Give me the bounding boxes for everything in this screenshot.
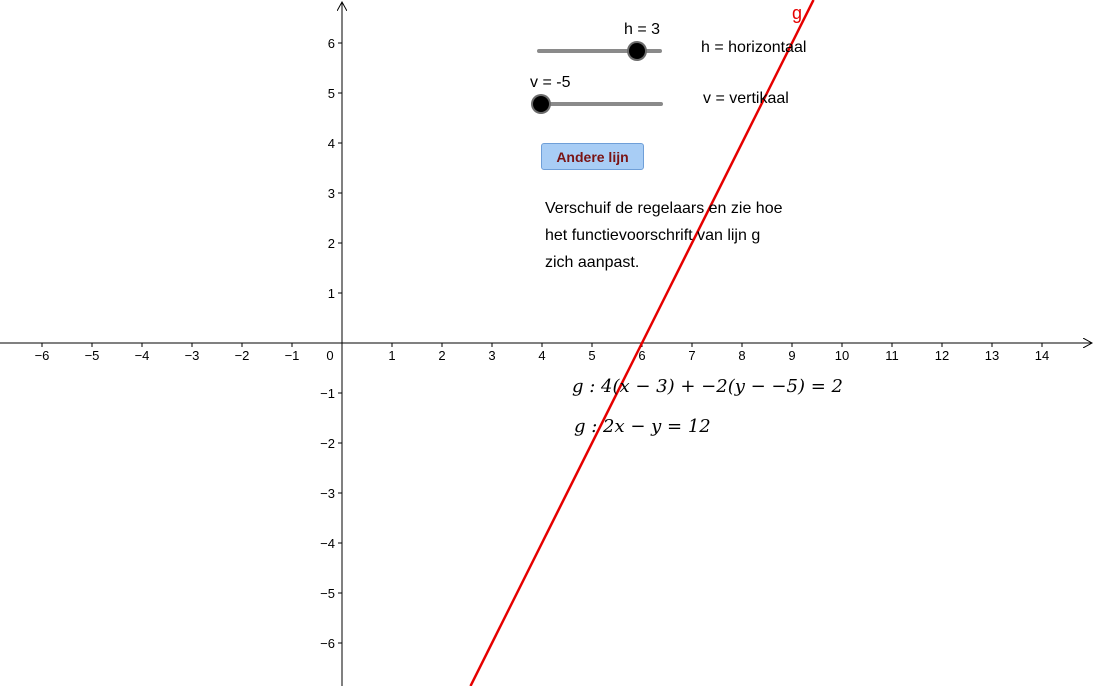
formula-general: g : 2x − y = 12 [574, 416, 711, 437]
x-tick-label: 7 [688, 348, 696, 363]
instruction-line-2: het functievoorschrift van lijn g [545, 227, 761, 244]
x-tick-label: 9 [788, 348, 796, 363]
x-tick-label: 10 [834, 348, 850, 363]
x-tick-label: 12 [934, 348, 950, 363]
slider-h-description: h = horizontaal [701, 39, 807, 56]
x-tick-label: 4 [538, 348, 546, 363]
y-tick-label: 4 [327, 136, 335, 151]
y-tick-label: 1 [327, 286, 335, 301]
instruction-line-3: zich aanpast. [545, 254, 640, 271]
y-tick-label: −6 [320, 636, 335, 651]
y-tick-label: −5 [320, 586, 335, 601]
x-axis-ticks [35, 343, 1050, 363]
y-tick-label: 2 [327, 236, 335, 251]
x-tick-label: −3 [184, 348, 200, 363]
formula-point-slope: g : 4(x − 3) + −2(y − −5) = 2 [572, 376, 843, 397]
slider-v-track[interactable] [541, 102, 663, 106]
x-tick-label: 8 [738, 348, 746, 363]
x-tick-label: −6 [34, 348, 50, 363]
line-g-label: g [792, 3, 803, 23]
slider-h[interactable] [537, 42, 662, 62]
x-tick-label: −5 [84, 348, 100, 363]
x-tick-label: −1 [284, 348, 300, 363]
y-tick-label: −3 [320, 486, 335, 501]
x-tick-label: 3 [488, 348, 496, 363]
x-tick-label: −2 [234, 348, 250, 363]
slider-v-caption: v = -5 [530, 74, 571, 91]
x-tick-label: 13 [984, 348, 1000, 363]
y-tick-label: −1 [320, 386, 335, 401]
instruction-line-1: Verschuif de regelaars en zie hoe [545, 200, 783, 217]
x-tick-label: −4 [134, 348, 150, 363]
x-tick-label: 14 [1034, 348, 1050, 363]
slider-v-description: v = vertikaal [703, 90, 789, 107]
x-tick-label: 11 [885, 348, 899, 363]
andere-lijn-button[interactable]: Andere lijn [541, 143, 644, 170]
y-tick-label: 3 [327, 186, 335, 201]
y-tick-label: 6 [327, 36, 335, 51]
x-tick-label: 0 [326, 348, 334, 363]
slider-h-knob[interactable] [629, 43, 645, 59]
slider-h-caption: h = 3 [624, 21, 661, 38]
slider-v-knob[interactable] [533, 96, 549, 112]
y-tick-label: 5 [327, 86, 335, 101]
x-tick-label: 5 [588, 348, 596, 363]
slider-v[interactable] [541, 95, 663, 115]
x-tick-label: 2 [438, 348, 446, 363]
x-tick-label: 6 [638, 348, 646, 363]
x-tick-label: 1 [388, 348, 396, 363]
instruction-text [545, 195, 782, 276]
y-tick-label: −2 [320, 436, 335, 451]
y-tick-label: −4 [320, 536, 335, 551]
